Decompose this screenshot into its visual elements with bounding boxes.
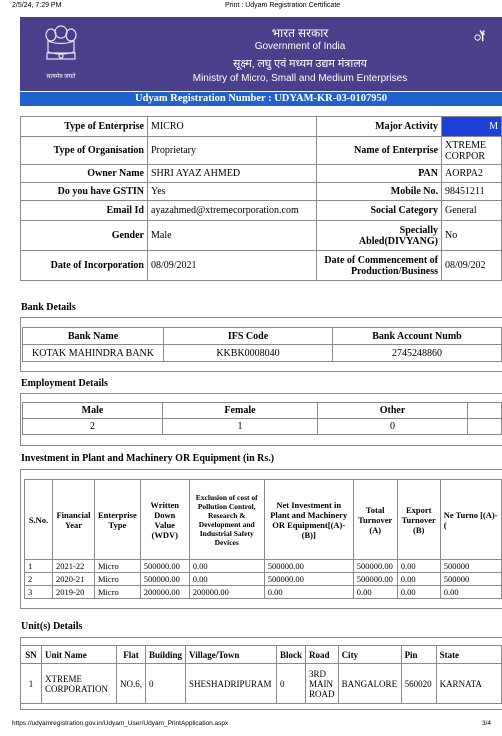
enterprise-type-header: Enterprise Type — [95, 480, 141, 560]
total-turnover-header: Total Turnover (A) — [353, 480, 397, 560]
social-category-value: General — [442, 201, 502, 221]
type-of-organisation-label: Type of Organisation — [21, 137, 148, 165]
major-activity-value: M — [442, 117, 502, 137]
pan-label: PAN — [317, 165, 442, 183]
registration-number-bar: Udyam Registration Number : UDYAM-KR-03-0107950 — [20, 92, 502, 106]
gender-value: Male — [148, 221, 317, 251]
type-of-enterprise-label: Type of Enterprise — [21, 117, 148, 137]
specially-abled-label: Specially Abled(DIVYANG) — [317, 221, 442, 251]
owner-name-value: SHRI AYAZ AHMED — [148, 165, 317, 183]
specially-abled-value: No — [442, 221, 502, 251]
female-value: 1 — [163, 419, 318, 435]
date-of-commencement-value: 08/09/202 — [442, 251, 502, 281]
financial-year-header: Financial Year — [53, 480, 95, 560]
other-value: 0 — [318, 419, 468, 435]
building-header: Building — [146, 646, 186, 664]
table-row: 1 XTREME CORPORATION NO.6, 0 SHESHADRIPURAM 0 3RD MAIN ROAD BANGALORE 560020 KARNATA — [21, 664, 502, 704]
name-of-enterprise-value: XTREME CORPOR — [442, 137, 502, 165]
footer-url: https://udyamregistration.gov.in/Udyam_User/Udyam_PrintApplication.aspx — [12, 720, 229, 727]
gender-label: Gender — [21, 221, 148, 251]
table-row: 2 2020-21 Micro 500000.00 0.00 500000.00 500000.00 0.00 500000 — [25, 573, 502, 586]
banner-english-line1: Government of India — [254, 41, 346, 52]
page-number: 3/4 — [482, 720, 492, 727]
wdv-header: Written Down Value (WDV) — [140, 480, 189, 560]
social-category-label: Social Category — [317, 201, 442, 221]
block-header: Block — [277, 646, 306, 664]
table-row: 1 2021-22 Micro 500000.00 0.00 500000.00 500000.00 0.00 500000 — [25, 560, 502, 573]
type-of-enterprise-value: MICRO — [148, 117, 317, 137]
male-value: 2 — [23, 419, 163, 435]
unit-name-value: XTREME CORPORATION — [42, 664, 117, 704]
sno-header: S.No. — [25, 480, 53, 560]
exclusion-header: Exclusion of cost of Pollution Control, Research & Development and Industrial Safety Devices — [189, 480, 264, 560]
name-of-enterprise-label: Name of Enterprise — [317, 137, 442, 165]
date-of-incorporation-value: 08/09/2021 — [148, 251, 317, 281]
employment-details-title: Employment Details — [21, 378, 108, 389]
banner-hindi-line2: सूक्ष्म, लघु एवं मध्यम उद्यम मंत्रालय — [232, 58, 368, 70]
table-row: 3 2019-20 Micro 200000.00 200000.00 0.00 0.00 0.00 0.00 — [25, 586, 502, 599]
female-header: Female — [163, 403, 318, 419]
other-header: Other — [318, 403, 468, 419]
date-of-commencement-label: Date of Commencement of Production/Business — [317, 251, 442, 281]
bank-name-header: Bank Name — [23, 328, 164, 345]
type-of-organisation-value: Proprietary — [148, 137, 317, 165]
unit-name-header: Unit Name — [42, 646, 117, 664]
print-datetime: 2/5/24, 7:29 PM — [12, 2, 62, 9]
city-header: City — [338, 646, 401, 664]
pan-value: AORPA2 — [442, 165, 502, 183]
flat-header: Flat — [117, 646, 146, 664]
state-header: State — [436, 646, 501, 664]
investment-table — [24, 479, 502, 599]
gstin-label: Do you have GSTIN — [21, 183, 148, 201]
investment-title: Investment in Plant and Machinery OR Equipment (in Rs.) — [21, 453, 275, 464]
email-value: ayazahmed@xtremecorporation.com — [148, 201, 317, 221]
bank-details-table — [22, 327, 502, 362]
banner-hindi-line1: भारत सरकार — [271, 26, 329, 40]
enterprise-details-table — [20, 116, 502, 281]
sn-header: SN — [21, 646, 42, 664]
print-title: Print : Udyam Registration Certificate — [225, 2, 341, 9]
net-investment-header: Net Investment in Plant and Machinery OR Equipment[(A)-(B)] — [264, 480, 353, 560]
employment-table — [22, 402, 502, 435]
account-number-header: Bank Account Numb — [333, 328, 502, 345]
bank-name-value: KOTAK MAHINDRA BANK — [23, 345, 164, 362]
right-logo-fragment: ॉ — [474, 30, 485, 44]
village-header: Village/Town — [186, 646, 277, 664]
gstin-value: Yes — [148, 183, 317, 201]
banner-english-line2: Ministry of Micro, Small and Medium Enterprises — [192, 73, 408, 84]
emblem-caption: सत्यमेव जयते — [46, 74, 76, 80]
owner-name-label: Owner Name — [21, 165, 148, 183]
account-number-value: 2745248860 — [333, 345, 502, 362]
units-table — [20, 645, 502, 704]
net-turnover-header: Ne Turno [(A)-( — [440, 480, 501, 560]
date-of-incorporation-label: Date of Incorporation — [21, 251, 148, 281]
male-header: Male — [23, 403, 163, 419]
mobile-value: 98451211 — [442, 183, 502, 201]
mobile-label: Mobile No. — [317, 183, 442, 201]
road-header: Road — [306, 646, 339, 664]
pin-header: Pin — [401, 646, 436, 664]
ifs-code-value: KKBK0008040 — [164, 345, 333, 362]
national-emblem-icon — [38, 22, 84, 76]
major-activity-label: Major Activity — [317, 117, 442, 137]
email-label: Email Id — [21, 201, 148, 221]
ifs-code-header: IFS Code — [164, 328, 333, 345]
road-value: 3RD MAIN ROAD — [306, 664, 339, 704]
export-turnover-header: Export Turnover (B) — [397, 480, 440, 560]
bank-details-title: Bank Details — [21, 302, 76, 313]
units-details-title: Unit(s) Details — [21, 621, 83, 632]
